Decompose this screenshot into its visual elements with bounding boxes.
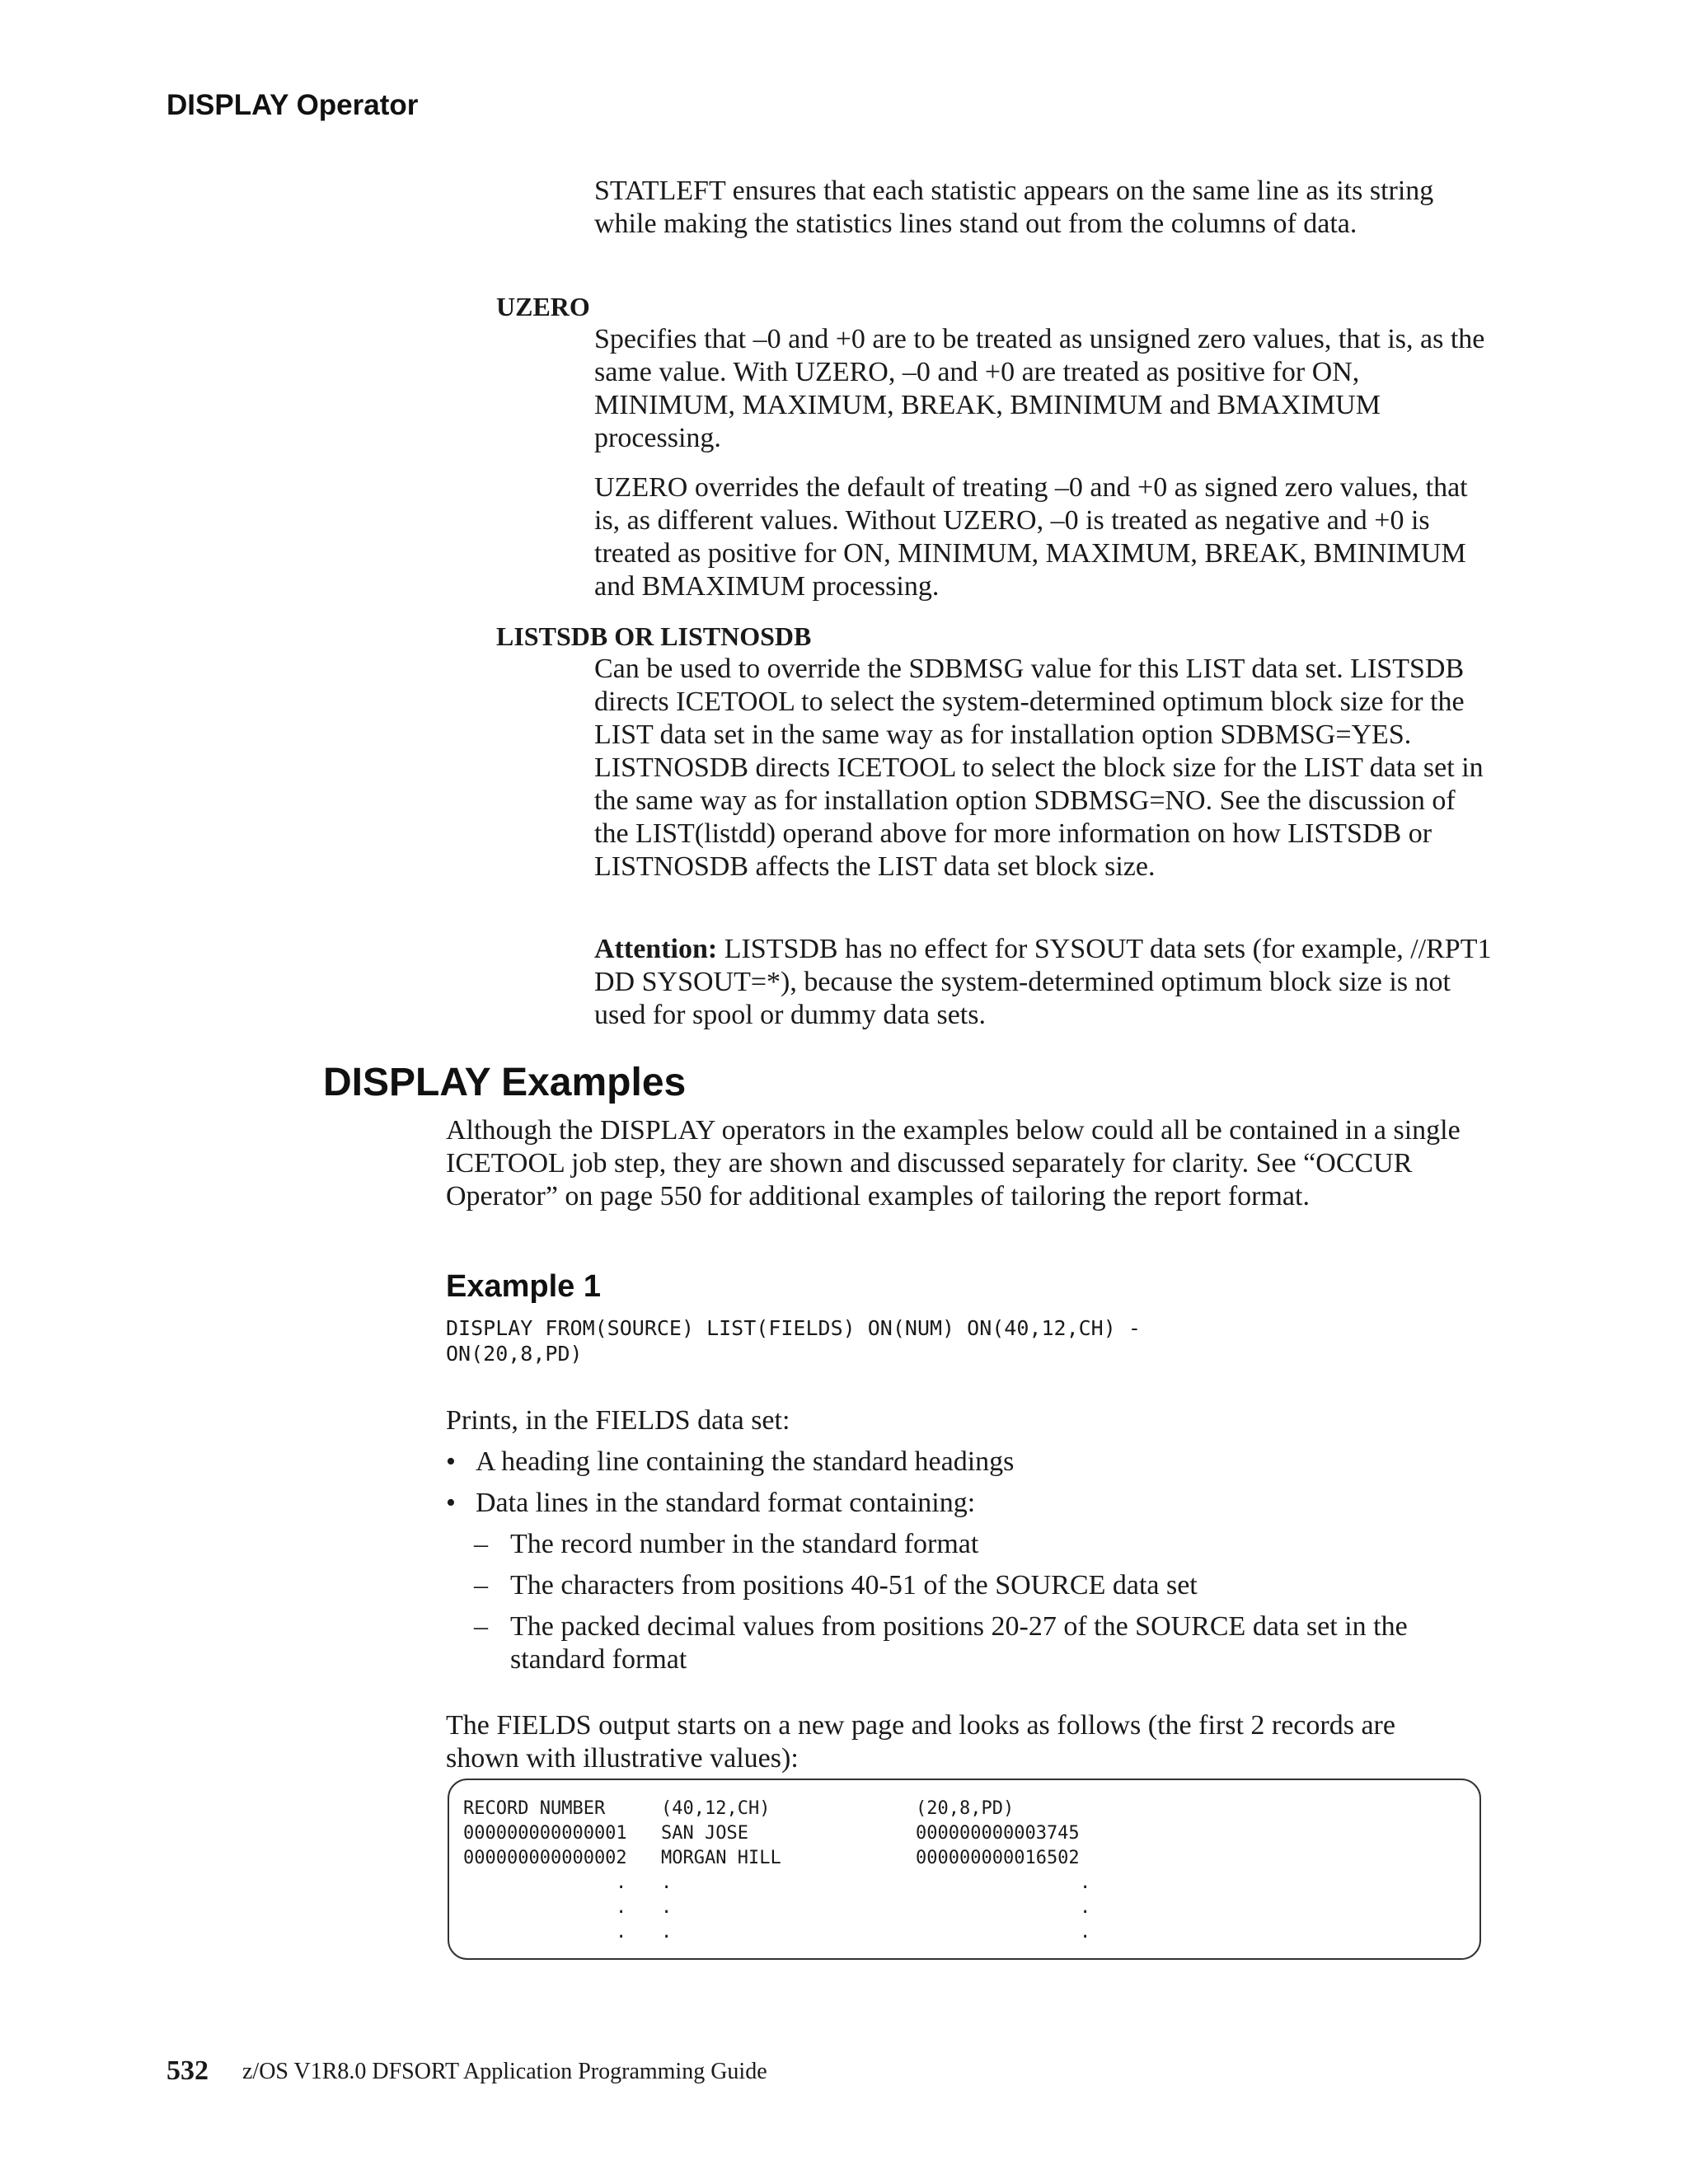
- ellipsis-dot: .: [616, 1872, 627, 1893]
- running-head: DISPLAY Operator: [166, 89, 419, 121]
- output-cell: 000000000000002: [463, 1848, 627, 1868]
- output-header-record: RECORD NUMBER: [463, 1798, 606, 1819]
- output-cell: 000000000003745: [916, 1823, 1080, 1844]
- ellipsis-dot: .: [1080, 1872, 1091, 1893]
- code-line-2: ON(20,8,PD): [446, 1342, 583, 1366]
- output-cell: SAN JOSE: [661, 1823, 748, 1844]
- output-header-packed: (20,8,PD): [916, 1798, 1015, 1819]
- ellipsis-dot: .: [616, 1897, 627, 1918]
- list-item-text: A heading line containing the standard headings: [476, 1446, 1015, 1477]
- book-title: z/OS V1R8.0 DFSORT Application Programming Guide: [242, 2059, 767, 2084]
- listsdb-term: LISTSDB OR LISTNOSDB: [496, 621, 812, 651]
- sub-list-item-text: The characters from positions 40-51 of the SOURCE data set: [510, 1570, 1198, 1601]
- example-heading: Example 1: [446, 1269, 601, 1304]
- sub-list-item-text: The record number in the standard format: [510, 1529, 979, 1559]
- output-cell: MORGAN HILL: [661, 1848, 781, 1868]
- uzero-description: Specifies that –0 and +0 are to be treated as unsigned zero values, that is, as the same value. With UZERO, –0 and +0 are treated as positive for ON, MINIMUM, MAXIMUM, BREAK, BMINIMUM and BMAXIMUM processing.: [594, 324, 1485, 453]
- code-line-1: DISPLAY FROM(SOURCE) LIST(FIELDS) ON(NUM) ON(40,12,CH) -: [446, 1316, 1141, 1340]
- statleft-paragraph: STATLEFT ensures that each statistic appears on the same line as its string while making the statistics lines stand out from the columns of data.: [594, 176, 1434, 239]
- listsdb-description: Can be used to override the SDBMSG value for this LIST data set. LISTSDB directs ICETOOL to select the system-determined optimum block size for the LIST data set in the same way as for installation option SDBMSG=YES. LISTNOSDB directs ICETOOL to select the block size for the LIST data set in the same way as for installation option SDBMSG=NO. See the discussion of the LIST(listdd) operand above for more information on how LISTSDB or LISTNOSDB affects the LIST data set block size.: [594, 654, 1484, 882]
- output-cell: 000000000016502: [916, 1848, 1080, 1868]
- attention-label: Attention:: [594, 934, 718, 964]
- output-sample-box: [448, 1779, 1481, 1960]
- uzero-term: UZERO: [496, 292, 590, 321]
- output-cell: 000000000000001: [463, 1823, 627, 1844]
- ellipsis-dot: .: [661, 1897, 673, 1918]
- ellipsis-dot: .: [1080, 1922, 1091, 1943]
- output-header-chars: (40,12,CH): [661, 1798, 771, 1819]
- attention-note: [594, 933, 1493, 1032]
- list-item-text: Data lines in the standard format containing:: [476, 1488, 976, 1518]
- page-number: 532: [166, 2055, 209, 2086]
- dash-mark: –: [474, 1611, 488, 1642]
- uzero-override-paragraph: UZERO overrides the default of treating –0 and +0 as signed zero values, that is, as different values. Without UZERO, –0 is treated as negative and +0 is treated as positive for ON, MINIMUM, MAXIMUM, BREAK, BMINIMUM and BMAXIMUM processing.: [594, 472, 1468, 602]
- dash-mark: –: [474, 1570, 488, 1601]
- section-intro: Although the DISPLAY operators in the examples below could all be contained in a single ICETOOL job step, they are shown and discussed separately for clarity. See “OCCUR Operator” on page 550 for additional examples of tailoring the report format.: [446, 1115, 1461, 1212]
- ellipsis-dot: .: [661, 1922, 673, 1943]
- attention-text: LISTSDB has no effect for SYSOUT data sets (for example, //RPT1 DD SYSOUT=*), because the system-determined optimum block size is not used for spool or dummy data sets.: [594, 934, 1492, 1030]
- section-heading: DISPLAY Examples: [323, 1061, 687, 1104]
- prints-intro: Prints, in the FIELDS data set:: [446, 1405, 790, 1436]
- bullet-mark: •: [446, 1446, 456, 1477]
- ellipsis-dot: .: [661, 1872, 673, 1893]
- output-intro: The FIELDS output starts on a new page and looks as follows (the first 2 records are shown with illustrative values):: [446, 1710, 1395, 1774]
- ellipsis-dot: .: [1080, 1897, 1091, 1918]
- sub-list-item-text: The packed decimal values from positions 20-27 of the SOURCE data set in the standard format: [510, 1611, 1408, 1675]
- bullet-mark: •: [446, 1488, 456, 1518]
- ellipsis-dot: .: [616, 1922, 627, 1943]
- dash-mark: –: [474, 1529, 488, 1559]
